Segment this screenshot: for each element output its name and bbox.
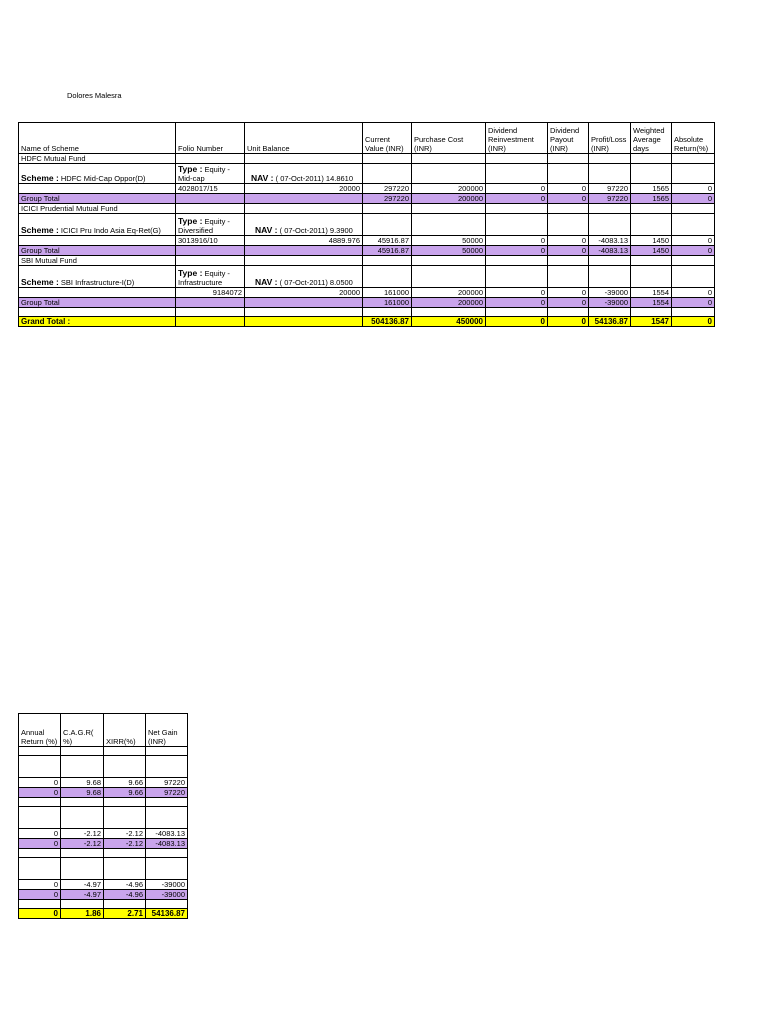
xirr: -4.96	[104, 880, 146, 890]
header-net-gain: Net Gain (INR)	[146, 714, 188, 747]
net-gain: -39000	[146, 880, 188, 890]
portfolio-table	[18, 122, 715, 327]
abs-return: 0	[672, 236, 715, 246]
group-div-reinv: 0	[486, 298, 548, 308]
type-label: Type :	[178, 216, 203, 226]
fund-row	[19, 154, 715, 164]
grand-xirr: 2.71	[104, 909, 146, 919]
returns-table	[18, 713, 188, 919]
type-cell	[176, 214, 245, 236]
side-group-row	[19, 890, 188, 900]
group-div-payout: 0	[548, 194, 589, 204]
current-value: 161000	[363, 288, 412, 298]
group-abs: 0	[672, 246, 715, 256]
group-current: 161000	[363, 298, 412, 308]
group-label: Group Total	[19, 246, 176, 256]
annual-return: 0	[19, 880, 61, 890]
grand-current: 504136.87	[363, 317, 412, 327]
holding-row	[19, 288, 715, 298]
folio: 9184072	[176, 288, 245, 298]
header-current: Current Value (INR)	[363, 123, 412, 154]
current-value: 45916.87	[363, 236, 412, 246]
type-value: Equity - Mid-cap	[178, 165, 230, 183]
cagr: -2.12	[61, 829, 104, 839]
side-grand-row	[19, 909, 188, 919]
nav-value: ( 07-Oct-2011) 9.3900	[279, 226, 353, 235]
xirr: -4.96	[104, 890, 146, 900]
group-div-payout: 0	[548, 298, 589, 308]
scheme-label: Scheme :	[21, 173, 59, 183]
div-reinv: 0	[486, 236, 548, 246]
nav-cell	[245, 164, 363, 184]
header-div-reinv: Dividend Reinvestment (INR)	[486, 123, 548, 154]
holding-row	[19, 236, 715, 246]
side-row	[19, 880, 188, 890]
scheme-row	[19, 266, 715, 288]
group-total-row	[19, 298, 715, 308]
header-name: Name of Scheme	[19, 123, 176, 154]
side-row	[19, 778, 188, 788]
group-purchase: 200000	[412, 194, 486, 204]
side-row	[19, 829, 188, 839]
group-total-row	[19, 194, 715, 204]
group-wad: 1450	[631, 246, 672, 256]
header-annual-return: Annual Return (%)	[19, 714, 61, 747]
header-row	[19, 123, 715, 154]
net-gain: -39000	[146, 890, 188, 900]
holding-row	[19, 184, 715, 194]
scheme-label: Scheme :	[21, 225, 59, 235]
group-label: Group Total	[19, 194, 176, 204]
cagr: -2.12	[61, 839, 104, 849]
side-header-row	[19, 714, 188, 747]
group-total-row	[19, 246, 715, 256]
nav-cell	[245, 214, 363, 236]
header-units: Unit Balance	[245, 123, 363, 154]
group-current: 297220	[363, 194, 412, 204]
folio: 3013916/10	[176, 236, 245, 246]
net-gain: -4083.13	[146, 829, 188, 839]
cagr: 9.68	[61, 788, 104, 798]
nav-label: NAV :	[251, 173, 274, 183]
scheme-row	[19, 214, 715, 236]
annual-return: 0	[19, 829, 61, 839]
group-div-reinv: 0	[486, 246, 548, 256]
fund-row	[19, 256, 715, 266]
group-profit: -4083.13	[589, 246, 631, 256]
group-wad: 1554	[631, 298, 672, 308]
cagr: 9.68	[61, 778, 104, 788]
annual-return: 0	[19, 839, 61, 849]
header-wad: Weighted Average days	[631, 123, 672, 154]
spacer-row	[19, 308, 715, 317]
xirr: -2.12	[104, 839, 146, 849]
xirr: 9.66	[104, 778, 146, 788]
annual-return: 0	[19, 778, 61, 788]
cagr: -4.97	[61, 880, 104, 890]
scheme-name: ICICI Pru Indo Asia Eq-Ret(G)	[60, 226, 161, 235]
net-gain: 97220	[146, 778, 188, 788]
nav-cell	[245, 266, 363, 288]
div-payout: 0	[548, 288, 589, 298]
scheme-name: HDFC Mid-Cap Oppor(D)	[60, 174, 146, 183]
header-abs: Absolute Return(%)	[672, 123, 715, 154]
units: 4889.976	[245, 236, 363, 246]
header-profit: Profit/Loss(INR)	[589, 123, 631, 154]
grand-label: Grand Total :	[19, 317, 176, 327]
type-label: Type :	[178, 164, 203, 174]
header-folio: Folio Number	[176, 123, 245, 154]
group-div-reinv: 0	[486, 194, 548, 204]
abs-return: 0	[672, 288, 715, 298]
fund-row	[19, 204, 715, 214]
profit: -4083.13	[589, 236, 631, 246]
xirr: -2.12	[104, 829, 146, 839]
grand-cagr: 1.86	[61, 909, 104, 919]
units: 20000	[245, 288, 363, 298]
group-profit: 97220	[589, 194, 631, 204]
scheme-cell	[19, 214, 176, 236]
group-div-payout: 0	[548, 246, 589, 256]
scheme-cell	[19, 164, 176, 184]
div-reinv: 0	[486, 184, 548, 194]
group-label: Group Total	[19, 298, 176, 308]
type-value: Equity - Infrastructure	[178, 269, 230, 287]
scheme-name: SBI Infrastructure-I(D)	[60, 278, 135, 287]
group-abs: 0	[672, 298, 715, 308]
grand-div-reinv: 0	[486, 317, 548, 327]
cagr: -4.97	[61, 890, 104, 900]
group-current: 45916.87	[363, 246, 412, 256]
annual-return: 0	[19, 788, 61, 798]
nav-label: NAV :	[255, 225, 278, 235]
folio: 4028017/15	[176, 184, 245, 194]
nav-label: NAV :	[255, 277, 278, 287]
header-purchase: Purchase Cost (INR)	[412, 123, 486, 154]
group-abs: 0	[672, 194, 715, 204]
grand-profit: 54136.87	[589, 317, 631, 327]
profit: -39000	[589, 288, 631, 298]
grand-total-row	[19, 317, 715, 327]
div-payout: 0	[548, 184, 589, 194]
net-gain: 97220	[146, 788, 188, 798]
purchase-cost: 200000	[412, 184, 486, 194]
fund-name: SBI Mutual Fund	[19, 256, 176, 266]
group-wad: 1565	[631, 194, 672, 204]
scheme-row	[19, 164, 715, 184]
xirr: 9.66	[104, 788, 146, 798]
side-group-row	[19, 839, 188, 849]
group-purchase: 200000	[412, 298, 486, 308]
grand-purchase: 450000	[412, 317, 486, 327]
type-label: Type :	[178, 268, 203, 278]
header-xirr: XIRR(%)	[104, 714, 146, 747]
grand-abs: 0	[672, 317, 715, 327]
type-cell	[176, 164, 245, 184]
type-value: Equity - Diversified	[178, 217, 230, 235]
header-div-payout: Dividend Payout (INR)	[548, 123, 589, 154]
abs-return: 0	[672, 184, 715, 194]
grand-div-payout: 0	[548, 317, 589, 327]
div-reinv: 0	[486, 288, 548, 298]
profit: 97220	[589, 184, 631, 194]
fund-name: HDFC Mutual Fund	[19, 154, 176, 164]
scheme-label: Scheme :	[21, 277, 59, 287]
units: 20000	[245, 184, 363, 194]
annual-return: 0	[19, 890, 61, 900]
grand-annual-return: 0	[19, 909, 61, 919]
grand-wad: 1547	[631, 317, 672, 327]
div-payout: 0	[548, 236, 589, 246]
wad: 1565	[631, 184, 672, 194]
type-cell	[176, 266, 245, 288]
owner-name: Dolores Malesra	[67, 91, 122, 100]
scheme-cell	[19, 266, 176, 288]
wad: 1450	[631, 236, 672, 246]
net-gain: -4083.13	[146, 839, 188, 849]
group-profit: -39000	[589, 298, 631, 308]
nav-value: ( 07-Oct-2011) 14.8610	[275, 174, 354, 183]
wad: 1554	[631, 288, 672, 298]
purchase-cost: 50000	[412, 236, 486, 246]
fund-name: ICICI Prudential Mutual Fund	[19, 204, 176, 214]
purchase-cost: 200000	[412, 288, 486, 298]
group-purchase: 50000	[412, 246, 486, 256]
grand-net-gain: 54136.87	[146, 909, 188, 919]
current-value: 297220	[363, 184, 412, 194]
side-group-row	[19, 788, 188, 798]
nav-value: ( 07-Oct-2011) 8.0500	[279, 278, 353, 287]
header-cagr: C.A.G.R( %)	[61, 714, 104, 747]
